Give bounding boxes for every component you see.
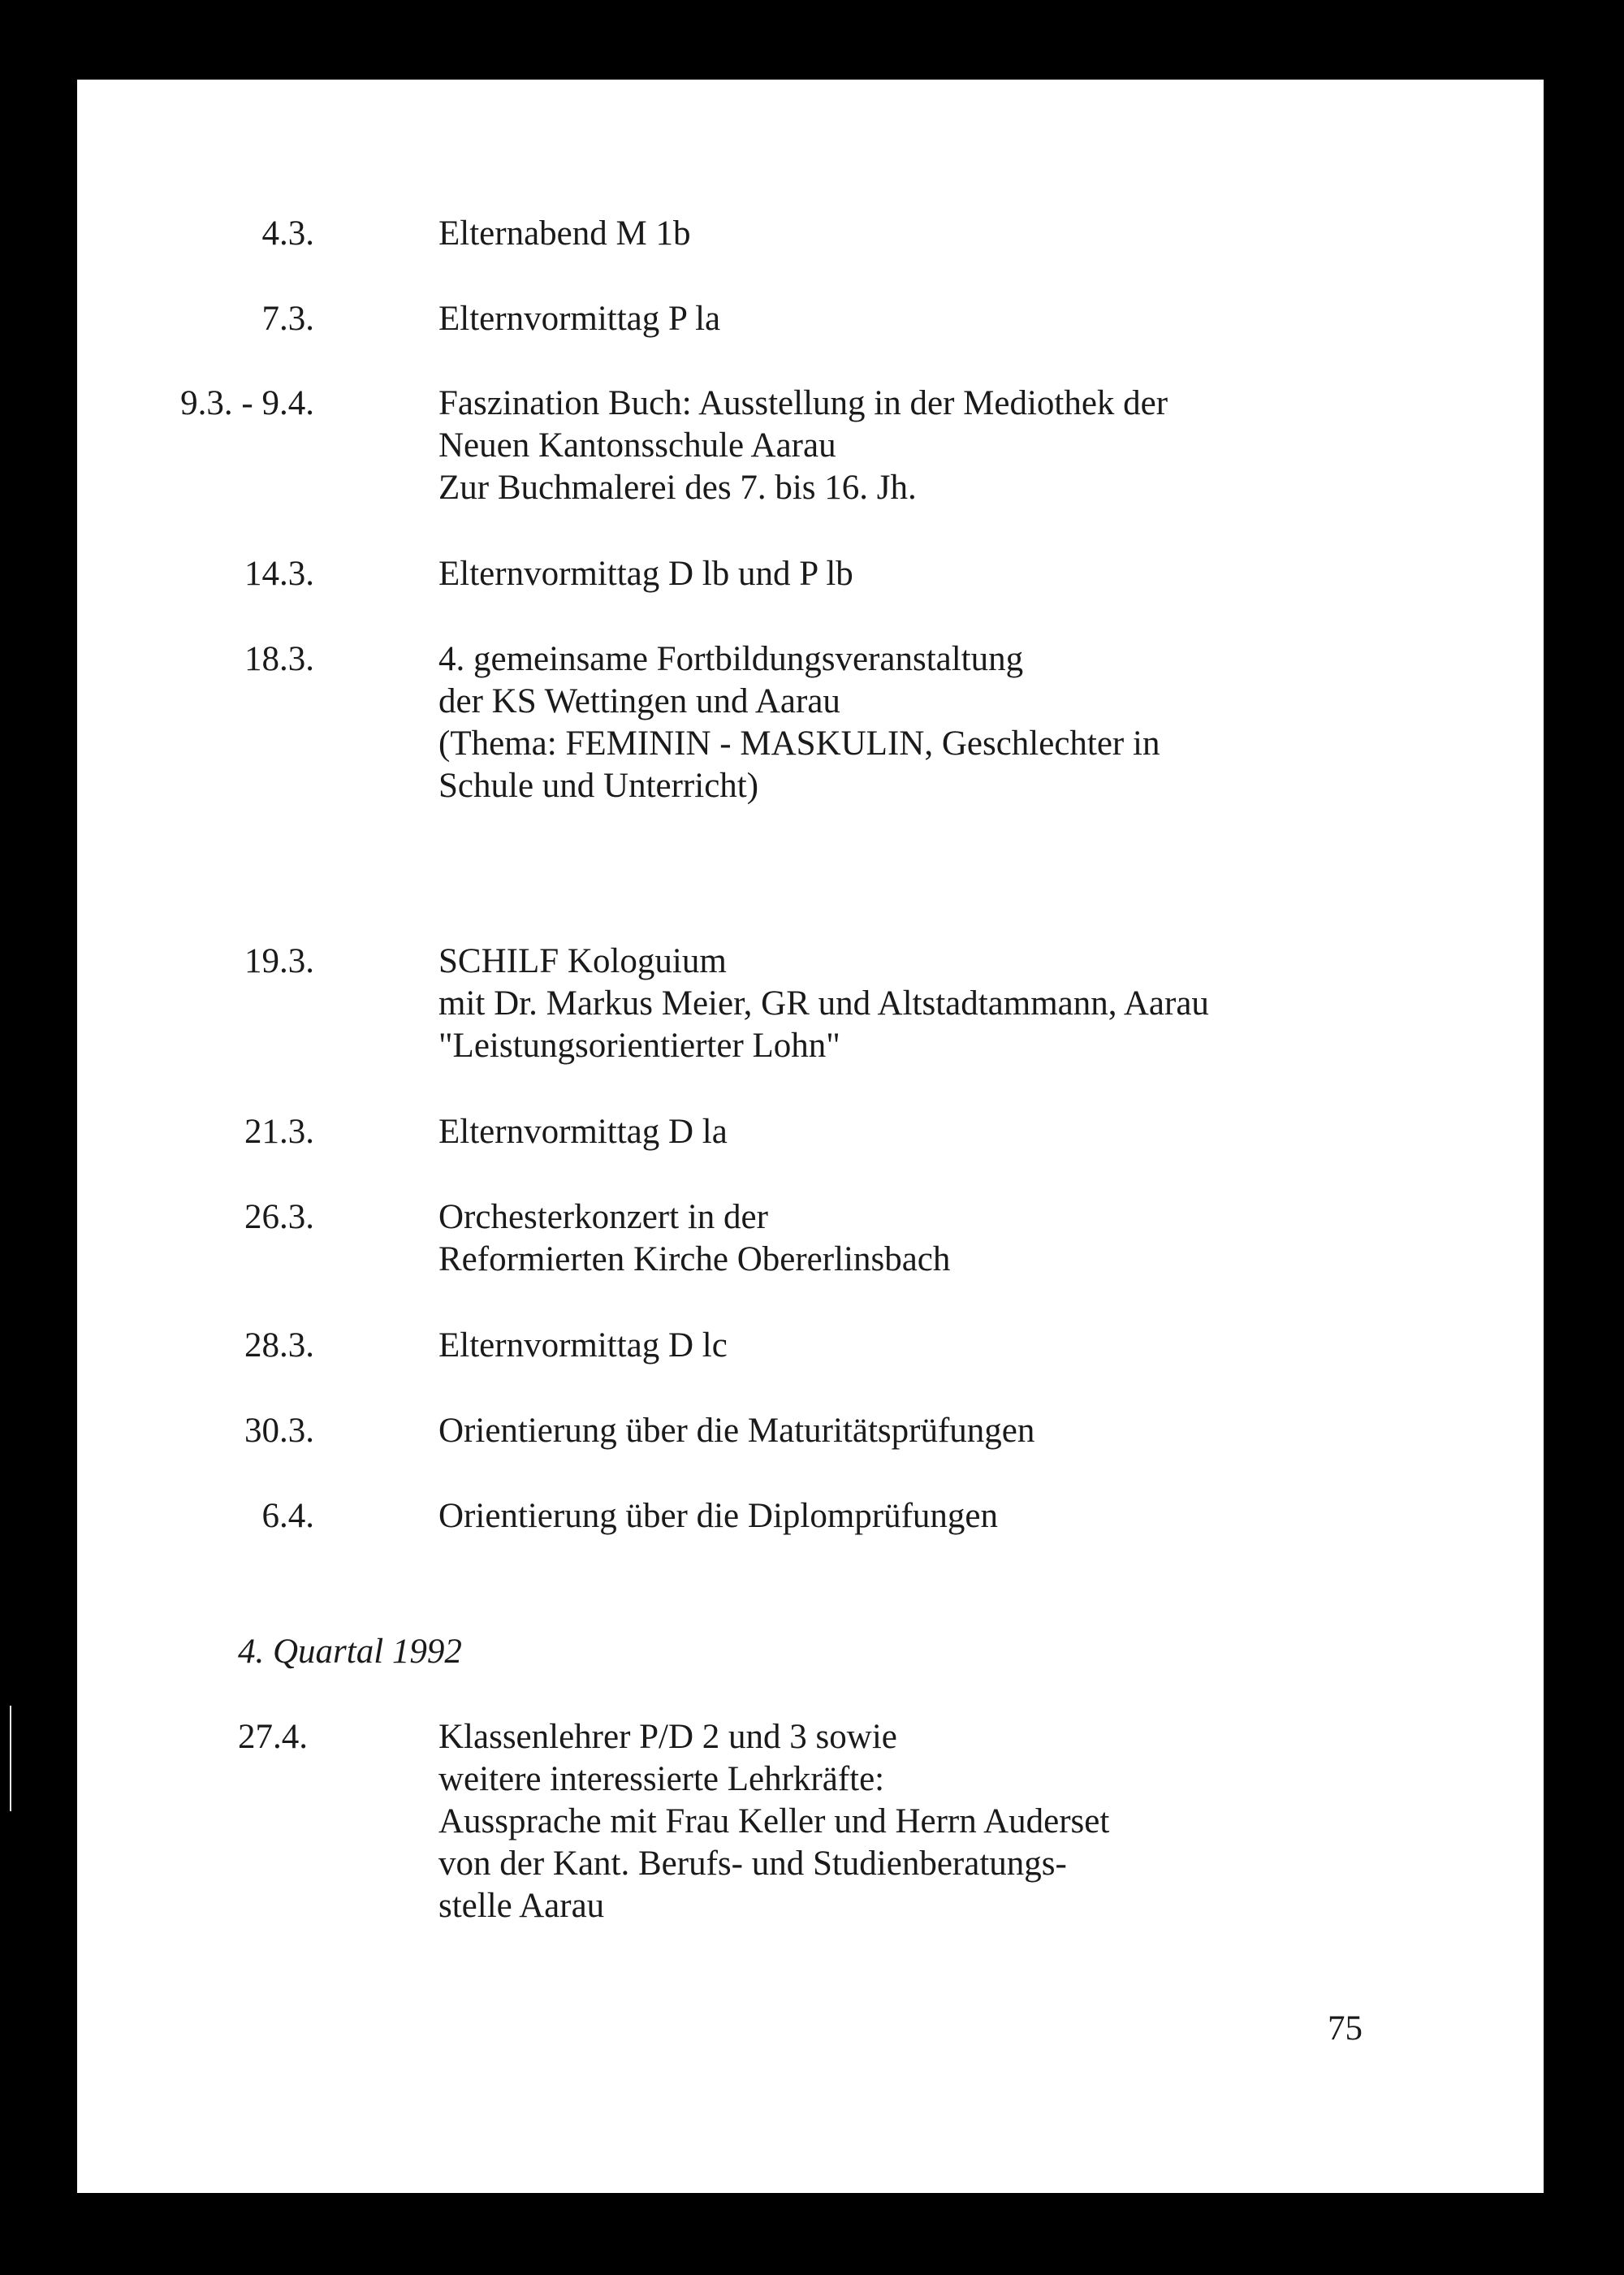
entry-date: 4.3. [261, 214, 314, 253]
entry-text [438, 941, 1209, 1067]
entry-line: "Leistungsorientierter Lohn" [438, 1027, 840, 1065]
entry-text [438, 1325, 728, 1367]
entry-date: 26.3. [244, 1198, 314, 1236]
entry-line: mit Dr. Markus Meier, GR und Altstadtammann, Aarau [438, 984, 1209, 1023]
entry-date: 30.3. [244, 1412, 314, 1450]
entry-line: Elternvormittag D lc [438, 1326, 728, 1365]
entry-line: stelle Aarau [438, 1887, 605, 1925]
entry-text [438, 1716, 1109, 1927]
entry-date: 28.3. [244, 1326, 314, 1365]
entry-line: Aussprache mit Frau Keller und Herrn Auderset [438, 1802, 1110, 1840]
page-number: 75 [1328, 2009, 1363, 2048]
entry-date: 18.3. [244, 640, 314, 678]
entry-text [438, 383, 1168, 509]
entry-date: 27.4. [238, 1718, 308, 1756]
entry-line: Orientierung über die Diplomprüfungen [438, 1497, 999, 1535]
entry-line: Neuen Kantonsschule Aarau [438, 426, 836, 465]
entry-line: Orientierung über die Maturitätsprüfungen [438, 1412, 1035, 1450]
entry-line: Reformierten Kirche Obererlinsbach [438, 1240, 951, 1278]
entry-date: 7.3. [261, 300, 314, 338]
entry-line: der KS Wettingen und Aarau [438, 682, 840, 720]
entry-line: (Thema: FEMININ - MASKULIN, Geschlechter in [438, 724, 1160, 763]
entry-line: Elternvormittag P la [438, 300, 721, 338]
entry-line: Elternvormittag D la [438, 1113, 728, 1151]
entry-text [438, 1495, 998, 1538]
document-page [77, 80, 1544, 2193]
entry-date: 19.3. [244, 942, 314, 980]
scan-edge-mark [10, 1706, 11, 1811]
entry-line: Faszination Buch: Ausstellung in der Mediothek der [438, 384, 1168, 422]
entry-text [438, 553, 853, 595]
entry-line: Elternabend M 1b [438, 214, 691, 253]
entry-text [438, 638, 1160, 807]
entry-date: 9.3. - 9.4. [180, 384, 314, 422]
entry-date: 6.4. [261, 1497, 314, 1535]
entry-text [438, 1196, 950, 1281]
entry-line: 4. gemeinsame Fortbildungsveranstaltung [438, 640, 1024, 678]
entry-text [438, 298, 720, 340]
section-title: 4. Quartal 1992 [238, 1633, 462, 1671]
entry-line: Klassenlehrer P/D 2 und 3 sowie [438, 1718, 897, 1756]
entry-line: weitere interessierte Lehrkräfte: [438, 1760, 885, 1798]
entry-text [438, 1111, 728, 1153]
entry-line: von der Kant. Berufs- und Studienberatungs- [438, 1845, 1067, 1883]
entry-line: Elternvormittag D lb und P lb [438, 555, 853, 593]
entry-line: SCHILF Kologuium [438, 942, 727, 980]
entry-date: 21.3. [244, 1113, 314, 1151]
entry-date: 14.3. [244, 555, 314, 593]
entry-line: Schule und Unterricht) [438, 767, 759, 805]
entry-text [438, 213, 690, 255]
entry-line: Orchesterkonzert in der [438, 1198, 768, 1236]
entry-line: Zur Buchmalerei des 7. bis 16. Jh. [438, 469, 917, 507]
entry-text [438, 1410, 1034, 1452]
